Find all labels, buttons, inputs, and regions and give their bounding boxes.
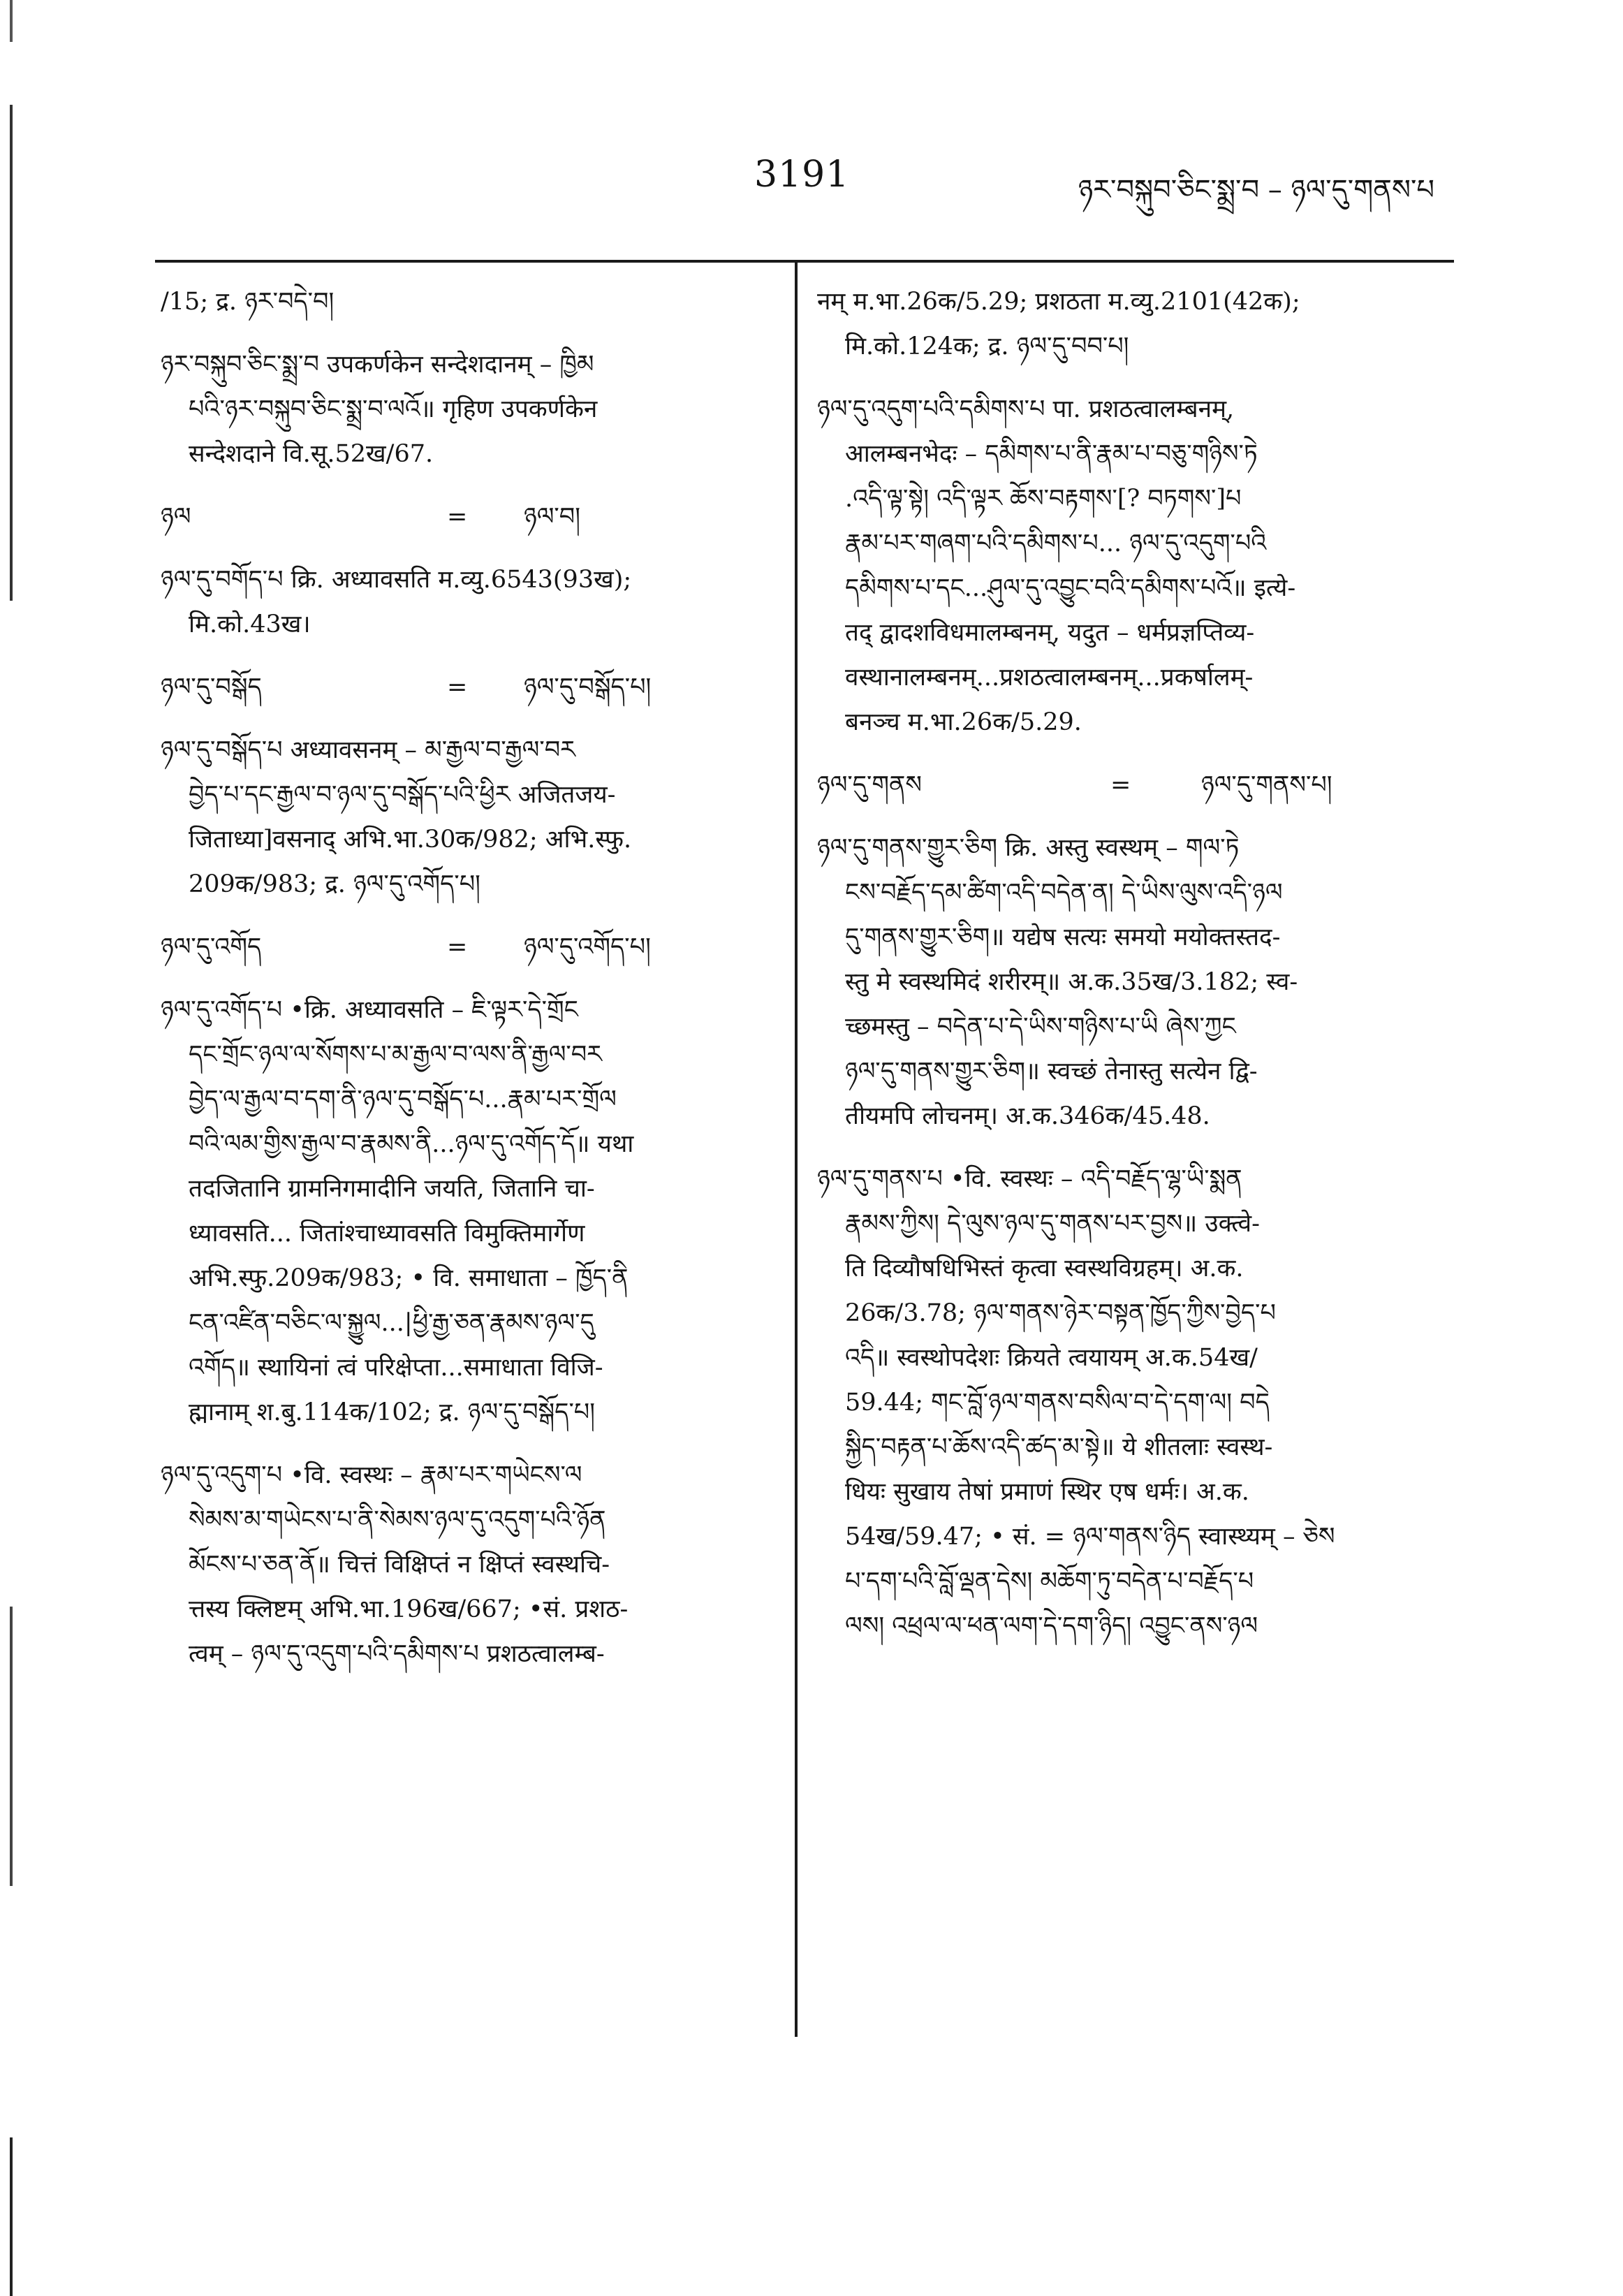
page-header <box>0 154 1623 217</box>
xref-headword: ཉལ་དུ་གནས <box>817 771 923 799</box>
dictionary-entry <box>161 495 775 539</box>
entry-line: तीयमपि लोचनम्। अ.क.346क/45.48. <box>845 1102 1210 1130</box>
entry-line: མོངས་པ་ཅན་ནོ॥ चित्तं विक्षिप्तं न क्षिप्तं स्वस्थचि- <box>189 1551 610 1579</box>
entry-line: ངས་བརྗོད་དམ་ཚིག་འདི་བདེན་ན། དེ་ཡིས་ལུས་འདི་ཉལ <box>845 879 1283 907</box>
dictionary-entry <box>817 387 1449 745</box>
entry-line: बनञ्च म.भा.26क/5.29. <box>845 708 1082 736</box>
entry-line: ཉལ་དུ་གནས་གྱུར་ཅིག॥ स्वच्छं तेनास्तु सत्येन द्वि- <box>845 1058 1258 1085</box>
xref-target: ཉལ་དུ་བསྒོད་པ། <box>524 673 652 701</box>
entry-line: ཉལ་དུ་འགོད་པ •क्रि. अध्यावसति – ཇི་ལྟར་དེ་གྲོང <box>161 996 578 1024</box>
xref-eq: = <box>447 503 468 531</box>
entry-line: सन्देशदाने वि.सू.52ख/67. <box>189 440 434 468</box>
entry-line: 54ख/59.47; • सं. = ཉལ་གནས་ཉིད स्वास्थ्यम् – ཅེས <box>845 1523 1335 1551</box>
entry-line: तदजितानि ग्रामनिगमादीनि जयति, जितानि चा- <box>189 1175 595 1203</box>
entry-line: ལས། འཕྲལ་ལ་ཕན་ལག་དེ་དག་ཉིད། འབྱུང་ནས་ཉལ <box>845 1612 1258 1640</box>
page-number: 3191 <box>754 154 850 196</box>
entry-line: 209क/983; द्र. ཉལ་དུ་འགོད་པ། <box>189 870 480 898</box>
entry-line: 59.44; གང་བློ་ཉལ་གནས་བསིལ་བ་དེ་དག་ལ། བདེ <box>845 1389 1270 1417</box>
entry-line: རྣམ་པར་གཞག་པའི་དམིགས་པ... ཉལ་དུ་འདུག་པའི <box>845 529 1267 557</box>
entry-line: अभि.स्फु.209क/983; • वि. समाधाता – ཁྱོད་ནི <box>189 1264 629 1292</box>
entry-line: ཉལ་དུ་གནས་པ •वि. स्वस्थः – འདི་བརྗོད་ལྷ་ཡི་སྨན <box>817 1165 1242 1193</box>
entry-line: 26क/3.78; ཉལ་གནས་ཉེར་བསྟན་ཁྱོད་ཀྱིས་བྱེད་པ <box>845 1299 1276 1327</box>
dictionary-entry <box>161 1453 775 1676</box>
header-rule <box>155 260 1454 263</box>
entry-line: ཉལ་དུ་བགོད་པ क्रि. अध्यावसति म.व्यु.6543(93ख); <box>161 566 632 594</box>
xref-eq: = <box>1110 771 1131 799</box>
entry-line: ཉར་བསྐུབ་ཅིང་སྨྲ་བ उपकर्णकेन सन्देशदानम् – ཁྱིམ <box>161 351 594 379</box>
entry-line: तद् द्वादशविधमालम्बनम्, यदुत – धर्मप्रज्ञप्तिव्य- <box>845 619 1255 647</box>
xref-headword: ཉལ་དུ་འགོད <box>161 933 262 961</box>
running-head: ཉར་བསྐུབ་ཅིང་སྨྲ་བ – ཉལ་དུ་གནས་པ <box>1078 174 1434 206</box>
entry-line: ཉལ་དུ་འདུག་པ •वि. स्वस्थः – རྣམ་པར་གཡེངས་ལ <box>161 1461 582 1489</box>
entry-line: ཉལ་དུ་གནས་གྱུར་ཅིག क्रि. अस्तु स्वस्थम् – གལ་ཏེ <box>817 834 1240 862</box>
cross-reference <box>817 763 1449 807</box>
entry-line: དམིགས་པ་དང...ཤུལ་དུ་འབྱུང་བའི་དམིགས་པའོ॥ इत्ये- <box>845 574 1296 602</box>
cross-reference <box>161 495 775 539</box>
entry-line: ति दिव्यौषधिभिस्तं कृत्वा स्वस्थविग्रहम्। अ.क. <box>845 1255 1244 1282</box>
entry-line: च्छमस्तु – བདེན་པ་དེ་ཡིས་གཉིས་པ་ཡི ཞེས་ཀྱང <box>845 1013 1236 1041</box>
dictionary-entry <box>161 728 775 907</box>
entry-line: स्तु मे स्वस्थमिदं शरीरम्॥ अ.क.35ख/3.182; स्व- <box>845 968 1298 996</box>
entry-line: སྐྱིད་བརྟན་པ་ཆོས་འདི་ཚད་མ་སྟེ॥ ये शीतलाः स्वस्थ- <box>845 1433 1273 1461</box>
entry-line: /15; द्र. ཉར་བདེ་བ། <box>161 288 335 316</box>
entry-line: དང་གྲོང་ཉལ་ལ་སོགས་པ་མ་རྒྱལ་བ་ལས་ནི་རྒྱལ་བར <box>189 1041 602 1069</box>
entry-line: བྱེད་ལ་རྒྱལ་བ་དག་ནི་ཉལ་དུ་བསྒོད་པ...རྣམ་པར་གྲོལ <box>189 1085 617 1113</box>
entry-line: ཉལ་དུ་འདུག་པའི་དམིགས་པ पा. प्रशठत्वालम्बनम्, <box>817 395 1235 423</box>
entry-line: འགོད॥ स्थायिनां त्वं परिक्षेप्ता...समाधाता विजि- <box>189 1354 603 1382</box>
entry-line: བའི་ལམ་གྱིས་རྒྱལ་བ་རྣམས་ནི...ཉལ་དུ་འགོད་དོ॥ यथा <box>189 1130 634 1158</box>
entry-line: པ་དག་པའི་བློ་ལྡན་དེས། མཆོག་ཏུ་བདེན་པ་བརྗོད་པ <box>845 1567 1254 1595</box>
scan-edge <box>10 0 13 2296</box>
right-column <box>817 279 1449 1667</box>
entry-line: པའི་ཉར་བསྐུབ་ཅིང་སྨྲ་བ་ལའོ॥ गृहिण उपकर्णकेन <box>189 395 598 423</box>
dictionary-entry <box>161 279 775 324</box>
entry-line: བྱེད་པ་དང་རྒྱལ་བ་ཉལ་དུ་བསྒོད་པའི་ཕྱིར अजितजय- <box>189 781 616 809</box>
entry-line: आलम्बनभेदः – དམིགས་པ་ནི་རྣམ་པ་བཅུ་གཉིས་ཏེ <box>845 440 1258 468</box>
dictionary-entry <box>817 763 1449 807</box>
entry-line: ध्यावसति... जितांश्चाध्यावसति विमुक्तिमार्गेण <box>189 1220 585 1248</box>
entry-line: .འདི་ལྟ་སྟེ། འདི་ལྟར ཆོས་བརྟགས་[? བཏགས་]པ <box>845 485 1242 513</box>
dictionary-entry <box>161 665 775 710</box>
xref-eq: = <box>447 933 468 961</box>
dictionary-entry <box>817 1157 1449 1648</box>
entry-line: वस्थानालम्बनम्...प्रशठत्वालम्बनम्...प्रकर्षालम्- <box>845 664 1254 692</box>
xref-target: ཉལ་དུ་གནས་པ། <box>1201 771 1332 799</box>
dictionary-entry <box>161 925 775 970</box>
dictionary-entry <box>161 988 775 1435</box>
left-column <box>161 279 775 1695</box>
xref-headword: ཉལ་དུ་བསྒོད <box>161 673 262 701</box>
entry-line: जिताध्या]वसनाद् अभि.भा.30क/982; अभि.स्फु. <box>189 826 632 854</box>
entry-line: ཉལ་དུ་བསྒོད་པ अध्यावसनम् – མ་རྒྱལ་བ་རྒྱལ་བར <box>161 736 575 764</box>
dictionary-entry <box>161 557 775 647</box>
xref-target: ཉལ་བ། <box>524 503 580 531</box>
entry-line: སེམས་མ་གཡེངས་པ་ནི་སེམས་ཉལ་དུ་འདུག་པའི་ཉོན <box>189 1506 606 1534</box>
cross-reference <box>161 925 775 970</box>
dictionary-entry <box>817 826 1449 1139</box>
entry-line: དུ་གནས་གྱུར་ཅིག॥ यद्येष सत्यः समयो मयोक्तस्तद- <box>845 923 1281 951</box>
entry-line: मि.को.43ख। <box>189 610 311 638</box>
entry-line: नम् म.भा.26क/5.29; प्रशठता म.व्यु.2101(42क); <box>817 288 1300 316</box>
column-divider <box>795 263 798 2037</box>
entry-line: त्वम् – ཉལ་དུ་འདུག་པའི་དམིགས་པ प्रशठत्वालम्ब- <box>189 1640 605 1668</box>
entry-line: རྣམས་ཀྱིས། དེ་ལུས་ཉལ་དུ་གནས་པར་བྱས॥ उक्त्वे- <box>845 1210 1260 1238</box>
entry-line: त्तस्य क्लिष्टम् अभि.भा.196ख/667; •सं. प्रशठ- <box>189 1595 629 1623</box>
xref-headword: ཉལ <box>161 503 191 531</box>
cross-reference <box>161 665 775 710</box>
xref-eq: = <box>447 673 468 701</box>
entry-line: धियः सुखाय तेषां प्रमाणं स्थिर एष धर्मः। अ.क. <box>845 1478 1249 1506</box>
dictionary-entry <box>817 279 1449 369</box>
entry-line: मि.को.124क; द्र. ཉལ་དུ་བབ་པ། <box>845 332 1129 360</box>
entry-line: འདི॥ स्वस्थोपदेशः क्रियते त्वयायम् अ.क.54ख/ <box>845 1344 1258 1372</box>
entry-line: ह्मानाम् श.बु.114क/102; द्र. ཉལ་དུ་བསྒོད་པ། <box>189 1398 595 1426</box>
entry-line: ངན་འཛིན་བཅིང་ལ་སྐྱུལ...|ཕྱི་རྒྱ་ཅན་རྣམས་ཉལ་དུ <box>189 1309 594 1337</box>
dictionary-entry <box>161 342 775 476</box>
xref-target: ཉལ་དུ་འགོད་པ། <box>524 933 651 961</box>
